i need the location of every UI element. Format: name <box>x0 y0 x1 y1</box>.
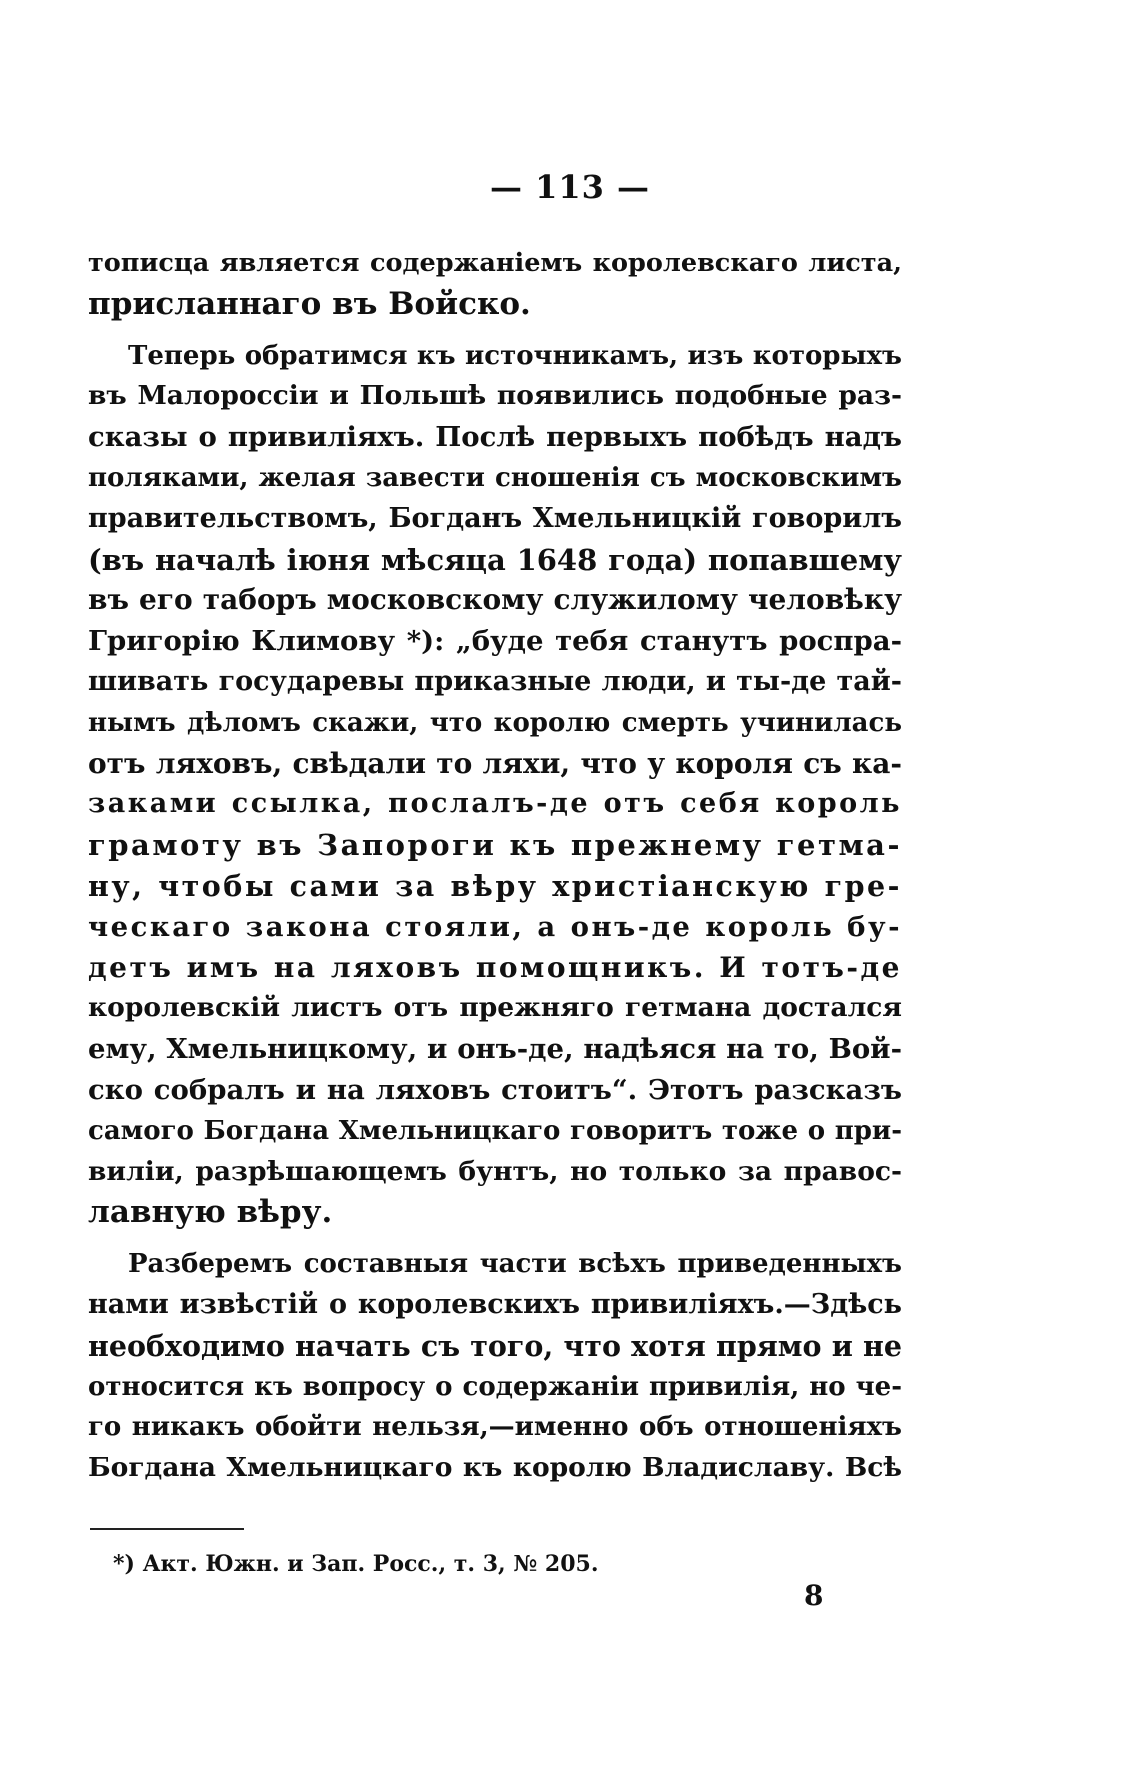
text-line: Теперь обратимся къ источникамъ, изъ которыхъ <box>128 340 902 371</box>
footnote-divider <box>90 1528 244 1530</box>
text-line: го никакъ обойти нельзя,—именно объ отношеніяхъ <box>88 1412 902 1443</box>
paragraph <box>88 336 902 1234</box>
text-line: детъ имъ на ляховъ помощникъ. И тотъ-де <box>88 950 902 984</box>
text-line: необходимо начать съ того, что хотя прямо и не <box>88 1328 902 1363</box>
text-line: правительствомъ, Богданъ Хмельницкій говорилъ <box>88 502 902 534</box>
text-line: присланнаго въ Войско. <box>88 285 531 322</box>
text-line: въ его таборъ московскому служилому человѣку <box>88 583 902 617</box>
text-line: нымъ дѣломъ скажи, что королю смерть учинилась <box>88 707 902 738</box>
footnote: *) Акт. Южн. и Зап. Росс., т. 3, № 205. <box>113 1551 599 1577</box>
text-line: Богдана Хмельницкаго къ королю Владиславу. Всѣ <box>88 1452 902 1484</box>
signature-mark: 8 <box>804 1579 824 1612</box>
text-line: ческаго закона стояли, а онъ-де король бу- <box>88 910 902 943</box>
paragraph <box>88 1244 902 1489</box>
text-line: Разберемъ составныя части всѣхъ приведенныхъ <box>128 1249 902 1280</box>
text-line: самого Богдана Хмельницкаго говоритъ тоже о при- <box>88 1115 902 1146</box>
body-text <box>88 243 902 1489</box>
text-line: ему, Хмельницкому, и онъ-де, надѣяся на то, Вой- <box>88 1033 902 1066</box>
text-line: отъ ляховъ, свѣдали то ляхи, что у короля съ ка- <box>88 746 902 780</box>
text-line: (въ началѣ іюня мѣсяца 1648 года) попавшему <box>88 542 902 577</box>
text-line: ну, чтобы сами за вѣру христіанскую гре- <box>88 868 902 903</box>
text-line: шивать государевы приказные люди, и ты-де тай- <box>88 665 902 697</box>
paragraph <box>88 243 902 325</box>
text-line: грамоту въ Запороги къ прежнему гетма- <box>88 828 902 863</box>
text-line: поляками, желая завести сношенія съ московскимъ <box>88 462 902 493</box>
text-line: заками ссылка, послалъ-де отъ себя король <box>88 788 902 820</box>
text-line: сказы о привиліяхъ. Послѣ первыхъ побѣдъ надъ <box>88 421 902 454</box>
text-line: нами извѣстій о королевскихъ привиліяхъ.—Здѣсь <box>88 1288 902 1320</box>
text-line: относится къ вопросу о содержаніи привилія, но че- <box>88 1371 902 1402</box>
text-line: виліи, разрѣшающемъ бунтъ, но только за правос- <box>88 1155 902 1187</box>
page-number: — 113 — <box>489 168 651 206</box>
text-line: королевскій листъ отъ прежняго гетмана достался <box>88 992 902 1024</box>
text-line: лавную вѣру. <box>88 1194 333 1231</box>
text-line: Григорію Климову *): „буде тебя станутъ роспра- <box>88 625 902 658</box>
text-line: тописца является содержаніемъ королевскаго листа, <box>88 248 902 278</box>
text-line: ско собралъ и на ляховъ стоитъ“. Этотъ разсказъ <box>88 1073 902 1106</box>
text-line: въ Малороссіи и Польшѣ появились подобные раз- <box>88 380 902 412</box>
